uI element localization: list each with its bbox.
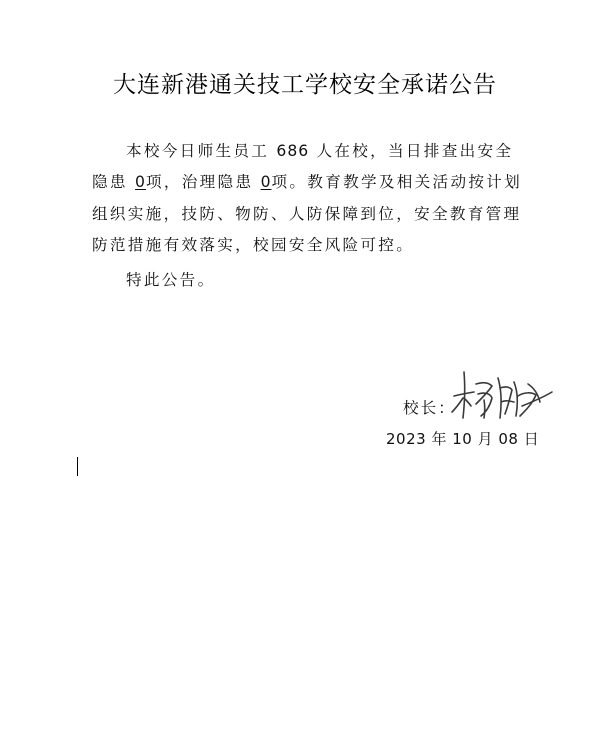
hazards-found-value: 0 <box>135 173 146 192</box>
page-title: 大连新港通关技工学校安全承诺公告 <box>113 72 497 98</box>
announcement-body <box>92 136 528 262</box>
closing-line: 特此公告。 <box>126 271 216 289</box>
principal-label: 校长： <box>403 399 456 417</box>
body-text-part2: 人在校，当日排查出安全隐患 <box>92 142 514 192</box>
handwritten-signature <box>448 362 558 424</box>
body-text-part3: 项，治理隐患 <box>145 173 261 192</box>
body-text-part1: 本校今日师生员工 <box>126 142 277 160</box>
staff-count: 686 <box>276 142 310 160</box>
body-text-part4: 项。教育教学及相关活动按计划组织实施，技防、物防、人防保障到位，安全教育管理防范措施有效落实，校园安全风险可控。 <box>92 173 523 255</box>
announcement-date: 2023 年 10 月 08 日 <box>386 430 540 448</box>
text-cursor <box>77 457 78 476</box>
announcement-paragraph <box>92 136 528 262</box>
hazards-fixed-value: 0 <box>260 173 272 192</box>
